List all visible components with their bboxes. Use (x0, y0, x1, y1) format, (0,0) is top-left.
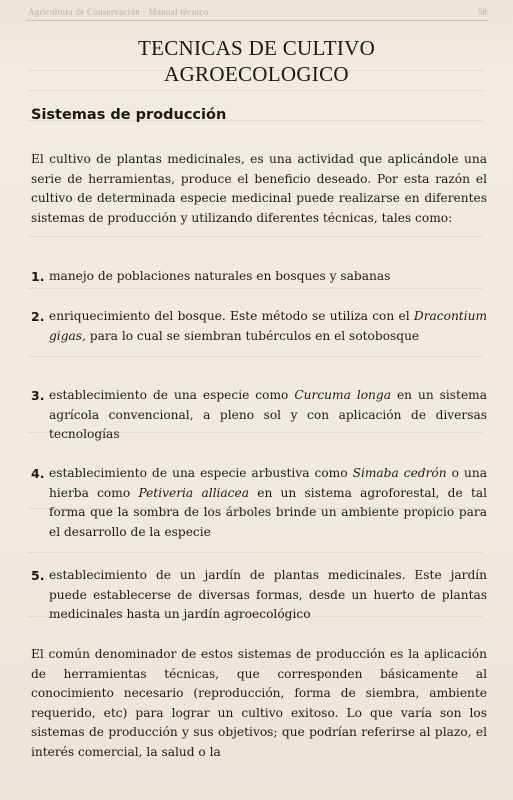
list-number: 5. (31, 568, 45, 583)
species-name: Simaba cedrón (352, 466, 447, 480)
list-item-text: establecimiento de una especie arbustiva como Simaba cedrón o una hierba como Petiveria alliacea en un sistema agroforestal, de tal forma que la sombra de los árboles brinde un ambiente propicio para el desarrollo de la especie (49, 466, 488, 539)
list-number: 4. (31, 466, 45, 481)
closing-paragraph: El común denominador de estos sistemas de producción es la aplicación de herramientas técnicas, que corresponden básicamente al conocimiento necesario (reproducción, forma de siembra, ambiente requerido, etc) para lograr un cultivo exitoso. Lo que varía son los sistemas de producción y sus objetivos; que podrían referirse al plazo, el interés comercial, la salud o la (31, 647, 487, 759)
list-item-text: establecimiento de un jardín de plantas medicinales. Este jardín puede establecerse de diversas formas, desde un huerto de plantas medicinales hasta un jardín agroecológico (49, 568, 487, 622)
running-head: Agricultura de Conservación · Manual técnico (28, 7, 209, 17)
intro-paragraph: El cultivo de plantas medicinales, es una actividad que aplicándole una serie de herramientas, produce el beneficio deseado. Por esta razón el cultivo de determinada especie medicinal puede realizarse en diferentes sistemas de producción y utilizando diferentes técnicas, tales como: (31, 152, 487, 225)
species-name: Petiveria alliacea (138, 485, 249, 500)
chapter-title-line-2: AGROECOLOGICO (164, 62, 349, 86)
page-number: 58 (478, 7, 487, 17)
list-item-text: manejo de poblaciones naturales en bosques y sabanas (49, 269, 391, 283)
chapter-title-line-1: TECNICAS DE CULTIVO (137, 36, 376, 60)
species-name: Dracontium gigas (49, 309, 487, 343)
list-number: 2. (31, 309, 45, 324)
list-number: 1. (31, 269, 45, 284)
header-rule (26, 20, 488, 21)
list-number: 3. (31, 388, 45, 403)
list-item-text: establecimiento de una especie como Curcuma longa en un sistema agrícola convencional, a pleno sol y con aplicación de diversas tecnologías (49, 388, 487, 442)
list-item-text: enriquecimiento del bosque. Este método se utiliza con el Dracontium gigas, para lo cual se siembran tubérculos en el sotobosque (49, 309, 487, 343)
section-heading: Sistemas de producción (31, 107, 227, 123)
species-name: Curcuma longa (294, 388, 391, 402)
